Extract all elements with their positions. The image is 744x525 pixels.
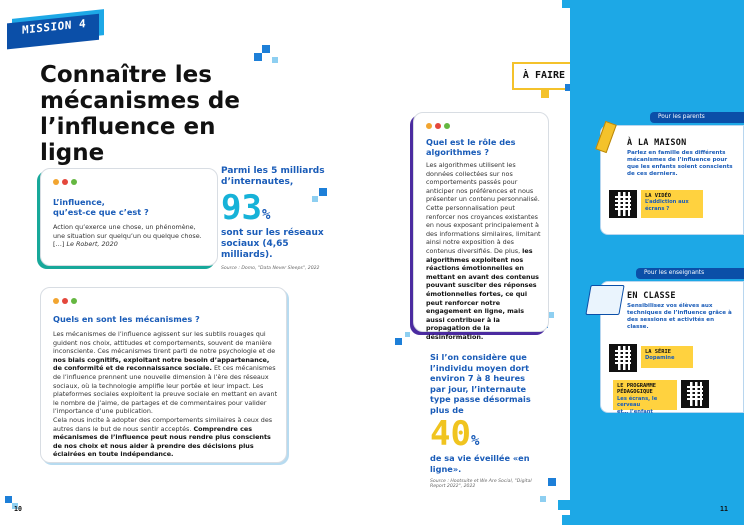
title-line: mécanismes de [40, 88, 240, 114]
resources-panel [570, 0, 744, 525]
mission-badge [12, 9, 104, 45]
parents-heading: À LA MAISON [627, 138, 687, 148]
stat-percent: 93% [221, 188, 271, 228]
stat-intro: Si l’on considère que l’individu moyen dort environ 7 à 8 heures par jour, l’internaute type passe désormais plus de [430, 352, 531, 415]
card-heading: L’influence, qu’est-ce que c’est ? [53, 197, 149, 217]
window-dots-icon [53, 298, 77, 304]
definition-card [40, 168, 218, 266]
window-dots-icon [53, 179, 77, 185]
teachers-text: Sensibilisez vos élèves aux techniques de l’influence grâce à des sessions et activités en classe. [627, 303, 732, 330]
title-line: l’influence en ligne [40, 114, 216, 166]
parents-text: Parlez en famille des différents mécanismes de l’influence pour que les enfants soient conscients de ces derniers. [627, 150, 733, 177]
stat-outro: de sa vie éveillée «en ligne». [430, 453, 530, 474]
stat-source: Source : Domo, "Data Never Sleeps", 2022 [221, 266, 320, 271]
series-link[interactable]: LA SÉRIE Dopamine [641, 346, 693, 368]
card-body: Les algorithmes utilisent les données collectées sur nos comportements passés pour anticiper nos préférences et nous présenter un contenu personnalisé. Cette personnalisation peut renforcer nos croyances existantes en nous exposant principalement à des informations similaires, limitant ainsi notre exposition à des contenus diversifiés. De plus, les algorithmes exploitent nos réactions émotionnelles en mettant en avant des contenus pouvant susciter des réponses émotionnelles fortes, ce qui peut renforcer notre engagement en ligne, mais aussi contribuer à la propagation de la désinformation. [426, 161, 541, 341]
qr-code-icon[interactable] [681, 380, 709, 408]
stat-source: Source : Hootsuite et We Are Social, "Digital Report 2022", 2022 [430, 479, 532, 489]
speech-tail-icon [541, 90, 549, 98]
stat-block-online-life [430, 352, 534, 489]
book-icon [585, 285, 624, 315]
pixel-decor [254, 53, 262, 61]
pixel-decor [548, 478, 556, 486]
page-number-right: 11 [720, 505, 728, 513]
stat-intro: Parmi les 5 milliards d’internautes, [221, 166, 325, 187]
card-body: Les mécanismes de l’influence agissent sur les subtils rouages qui guident nos choix, attitudes et comportements, souvent de manière inconsciente. Ces mécanismes tirent parti de notre psychologie et de nos biais cognitifs, exploitant notre besoin d’appartenance, de conformité et de reconnaissance sociale. Et ces mécanismes de l’influence prennent une nouvelle dimension à l’ère des réseaux sociaux, où la technologie amplifie leur portée et leur impact. Les plateformes sociales exploitent la preuve sociale en mettant en avant le nombre de j’aime, de partages et de commentaires pour valider l’importance d’une publication. Cela nous incite à adopter des comportements similaires à ceux des autres dans le but de nous sentir acceptés. Comprendre ces mécanismes de l’influence peut nous rendre plus conscients de nos choix et nous aider à prendre des décisions plus éclairées en toute indépendance. [53, 330, 278, 459]
pixel-decor [562, 0, 570, 8]
page-title [40, 62, 280, 166]
a-faire-badge: À FAIRE [512, 62, 576, 90]
pixel-decor [540, 496, 546, 502]
card-heading: Quels en sont les mécanismes ? [53, 314, 200, 324]
teachers-heading: EN CLASSE [627, 291, 676, 301]
window-dots-icon [426, 123, 450, 129]
algorithms-card [413, 112, 549, 341]
pixel-decor [558, 500, 570, 510]
stat-block-internautes [221, 166, 331, 271]
pixel-decor [562, 515, 570, 525]
pixel-decor [395, 338, 402, 345]
video-link[interactable]: LA VIDÉO L’addiction aux écrans ? [641, 190, 703, 218]
qr-code-icon[interactable] [609, 190, 637, 218]
stat-outro: sont sur les réseaux sociaux (4,65 milliards). [221, 228, 324, 260]
qr-code-icon[interactable] [609, 344, 637, 372]
card-body: Action qu’exerce une chose, un phénomène, une situation sur quelqu’un ou quelque chose. […] Le Robert, 2020 [53, 223, 202, 249]
card-heading: Quel est le rôle des algorithmes ? [426, 137, 516, 157]
page-number-left: 10 [14, 505, 22, 513]
mechanisms-card [40, 287, 287, 463]
program-link[interactable]: LE PROGRAMME PÉDAGOGIQUE Les écrans, le cerveau et… l’enfant [613, 380, 677, 410]
parents-tag: Pour les parents [650, 112, 744, 123]
pixel-decor [262, 45, 270, 53]
pixel-decor [5, 496, 12, 503]
stat-percent: 40% [430, 414, 480, 454]
teachers-tag: Pour les enseignants [636, 268, 744, 279]
title-line: Connaître les [40, 62, 212, 88]
mission-label: MISSION 4 [22, 17, 87, 37]
pixel-decor [405, 332, 410, 337]
parents-card [600, 125, 744, 235]
